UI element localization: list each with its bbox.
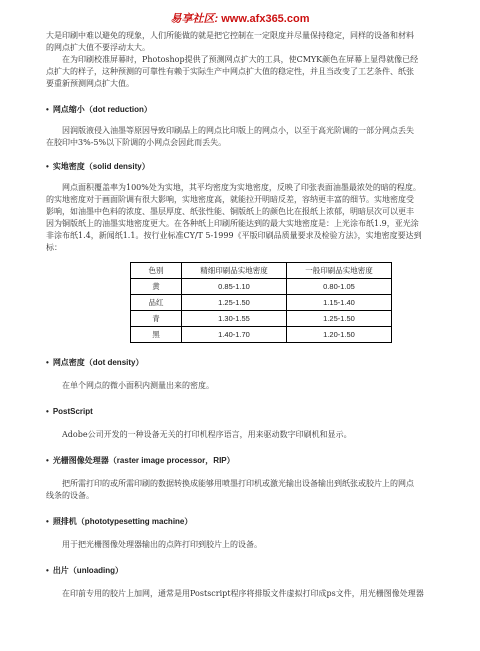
bullet-icon: •	[46, 105, 49, 114]
paragraph-line: 在单个网点的微小面积内测量出来的密度。	[62, 381, 214, 390]
paragraph-line: 在胶印中3%-5%以下阶调的小网点会因此而丢失。	[46, 138, 227, 147]
table-cell: 1.25-1.50	[182, 295, 287, 311]
bullet-icon: •	[46, 517, 49, 526]
table-row	[131, 279, 392, 295]
paragraph-line: 大是印刷中难以避免的现象，人们所能做的就是把它控制在一定限度并尽量保持稳定，同样的设备和材料	[46, 31, 414, 40]
paragraph-line: 点扩大的样子，这种预测的可靠性有赖于实际生产中网点扩大值的稳定性，并且当改变了工艺条件、纸张	[46, 67, 414, 76]
bullet-icon: •	[46, 407, 49, 416]
table-cell: 青	[131, 311, 182, 327]
table-header-cell: 精细印刷品实地密度	[182, 263, 287, 279]
table-cell: 黄	[131, 279, 182, 295]
section-heading-dot-reduction: • 网点缩小（dot reduction）	[46, 105, 152, 114]
site-url[interactable]: www.afx365.com	[221, 13, 310, 25]
paragraph-line: 线条的设备。	[46, 491, 94, 500]
article-body	[46, 30, 476, 600]
bullet-icon: •	[46, 162, 49, 171]
section-heading-rip: • 光栅图像处理器（raster image processor，RIP）	[46, 456, 235, 465]
table-cell: 1.15-1.40	[287, 295, 392, 311]
table-cell: 1.30-1.55	[182, 311, 287, 327]
table-cell: 黑	[131, 327, 182, 343]
paragraph-line: 非涂布纸1.4，新闻纸1.1。按行业标准CY/T 5-1999《平版印刷品质量要求及检验方法》，实地密度要达到	[46, 231, 422, 240]
paragraph-line: Adobe公司开发的一种设备无关的打印机程序语言，用来驱动数字印刷机和显示。	[62, 430, 352, 439]
paragraph-line: 要重新预测网点扩大值。	[46, 79, 134, 88]
section-heading-phototypesetting: • 照排机（phototypesetting machine）	[46, 517, 193, 526]
paragraph-line: 用于把光栅图像处理器输出的点阵打印到胶片上的设备。	[62, 540, 262, 549]
paragraph-line: 网点面积覆盖率为100%处为实地，其平均密度为实地密度，反映了印张表面油墨最浓处的暗的程度。	[62, 183, 421, 192]
table-cell: 1.25-1.50	[287, 311, 392, 327]
table-header-cell: 色别	[131, 263, 182, 279]
paragraph-line: 在为印刷校准屏幕时，Photoshop提供了预测网点扩大的工具，使CMYK颜色在屏幕上显得就像已经	[62, 55, 419, 64]
table-row	[131, 295, 392, 311]
table-header-cell: 一般印刷品实地密度	[287, 263, 392, 279]
site-logo: 易享社区:	[170, 13, 219, 25]
paragraph-line: 因为铜版纸上的油墨实地密度更大。在各种纸上印刷所能达到的最大实地密度是：上光涂布纸1.9，亚光涂	[46, 219, 419, 228]
section-heading-solid-density: • 实地密度（solid density）	[46, 162, 150, 171]
bullet-icon: •	[46, 456, 49, 465]
paragraph-line: 把所需打印的或所需印刷的数据转换成能够用喷墨打印机或激光输出设备输出到纸张或胶片上的网点	[62, 479, 414, 488]
site-header	[0, 10, 480, 26]
solid-density-table	[130, 262, 392, 343]
paragraph-line: 标：	[46, 243, 62, 252]
table-row	[131, 327, 392, 343]
table-cell: 1.20-1.50	[287, 327, 392, 343]
table-cell: 0.85-1.10	[182, 279, 287, 295]
bullet-icon: •	[46, 566, 49, 575]
paragraph-line: 在印前专用的胶片上加网，通常是用Postscript程序将排版文件虚拟打印成ps文件，用光栅图像处理器	[62, 589, 424, 598]
section-heading-postscript: • PostScript	[46, 407, 93, 416]
table-row	[131, 311, 392, 327]
bullet-icon: •	[46, 358, 49, 367]
section-heading-unloading: • 出片（unloading）	[46, 566, 124, 575]
table-header-row	[131, 263, 392, 279]
table-cell: 品红	[131, 295, 182, 311]
paragraph-line: 的实地密度对于画面阶调有很大影响，实地密度高，就能拉开明暗反差，容纳更丰富的细节。实地密度受	[46, 195, 414, 204]
table-cell: 1.40-1.70	[182, 327, 287, 343]
paragraph-line: 因润版液侵入油墨等原因导致印刷品上的网点比印版上的网点小，以至于高光阶调的一部分网点丢失	[62, 126, 414, 135]
table-cell: 0.80-1.05	[287, 279, 392, 295]
section-heading-dot-density: • 网点密度（dot density）	[46, 358, 144, 367]
paragraph-line: 影响，如油墨中色料的浓度、墨层厚度、纸张性能、铜版纸上的颜色比在报纸上浓郁，明暗层次可以更丰	[46, 207, 414, 216]
paragraph-line: 的网点扩大值不要浮动太大。	[46, 43, 150, 52]
